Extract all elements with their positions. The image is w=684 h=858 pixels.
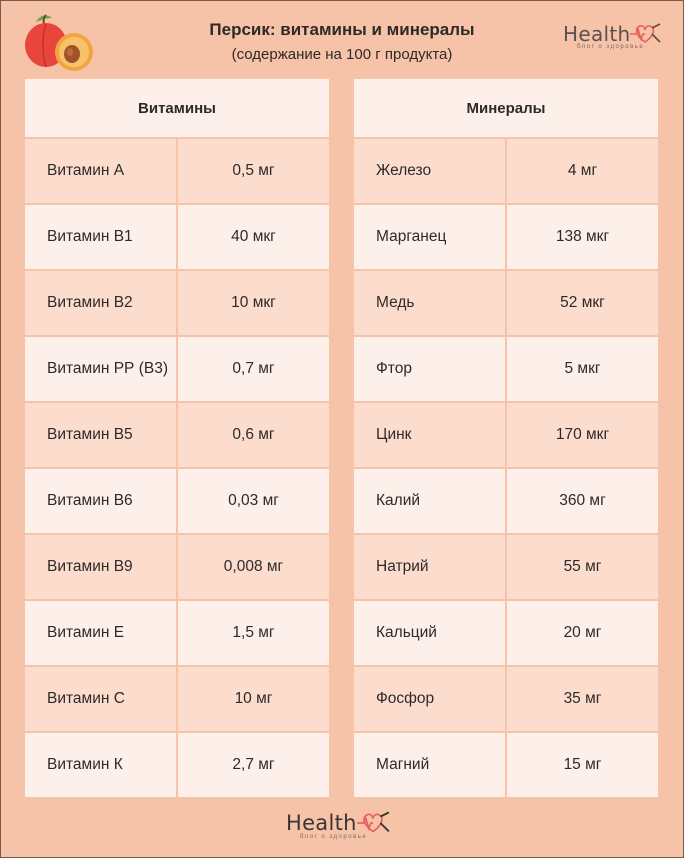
page-title: Персик: витамины и минералы xyxy=(209,20,475,39)
nutrient-name: Фтор xyxy=(354,336,506,402)
nutrient-name: Марганец xyxy=(354,204,506,270)
nutrient-name: Витамин РР (В3) xyxy=(25,336,177,402)
vitamins-header: Витамины xyxy=(25,79,329,138)
nutrient-value: 40 мкг xyxy=(177,204,329,270)
nutrient-value: 0,6 мг xyxy=(177,402,329,468)
table-row xyxy=(25,270,329,336)
nutrient-value: 170 мкг xyxy=(506,402,658,468)
table-row xyxy=(354,204,658,270)
nutrient-value: 0,03 мг xyxy=(177,468,329,534)
nutrient-value: 4 мг xyxy=(506,138,658,204)
table-row xyxy=(354,534,658,600)
footer-brand-tagline: блог о здоровье xyxy=(300,834,368,840)
nutrient-value: 52 мкг xyxy=(506,270,658,336)
nutrient-value: 5 мкг xyxy=(506,336,658,402)
nutrient-name: Кальций xyxy=(354,600,506,666)
table-row xyxy=(354,600,658,666)
nutrient-value: 1,5 мг xyxy=(177,600,329,666)
nutrient-name: Витамин С xyxy=(25,666,177,732)
nutrient-name: Цинк xyxy=(354,402,506,468)
nutrient-value: 55 мг xyxy=(506,534,658,600)
footer-brand-name: Health xyxy=(286,811,357,835)
brand-name: Health xyxy=(563,22,631,46)
table-row xyxy=(25,204,329,270)
table-row xyxy=(25,534,329,600)
table-row xyxy=(25,336,329,402)
nutrient-name: Витамин В6 xyxy=(25,468,177,534)
footer-brand-logo xyxy=(286,810,391,840)
nutrient-name: Фосфор xyxy=(354,666,506,732)
nutrient-value: 20 мг xyxy=(506,600,658,666)
nutrient-value: 0,5 мг xyxy=(177,138,329,204)
nutrient-name: Магний xyxy=(354,732,506,798)
footer-heart-pulse-icon xyxy=(355,810,391,836)
brand-tagline: блог о здоровье xyxy=(577,44,645,50)
table-row xyxy=(25,600,329,666)
minerals-header: Минералы xyxy=(354,79,658,138)
nutrient-value: 15 мг xyxy=(506,732,658,798)
nutrient-value: 138 мкг xyxy=(506,204,658,270)
table-row xyxy=(354,666,658,732)
nutrient-value: 2,7 мг xyxy=(177,732,329,798)
table-row xyxy=(25,138,329,204)
nutrient-name: Витамин В9 xyxy=(25,534,177,600)
nutrient-name: Витамин К xyxy=(25,732,177,798)
nutrient-name: Витамин В2 xyxy=(25,270,177,336)
table-row xyxy=(25,402,329,468)
minerals-rows xyxy=(354,138,658,798)
table-row xyxy=(25,468,329,534)
nutrient-value: 10 мг xyxy=(177,666,329,732)
table-row xyxy=(354,270,658,336)
nutrient-value: 0,008 мг xyxy=(177,534,329,600)
nutrient-value: 10 мкг xyxy=(177,270,329,336)
table-row xyxy=(25,732,329,798)
vitamins-table xyxy=(25,79,329,799)
nutrient-name: Витамин В5 xyxy=(25,402,177,468)
table-row xyxy=(354,732,658,798)
page-subtitle: (содержание на 100 г продукта) xyxy=(231,46,453,63)
vitamins-rows xyxy=(25,138,329,798)
heart-pulse-icon xyxy=(628,22,662,46)
nutrient-name: Медь xyxy=(354,270,506,336)
nutrient-name: Калий xyxy=(354,468,506,534)
minerals-table xyxy=(354,79,658,799)
nutrient-name: Витамин А xyxy=(25,138,177,204)
table-row xyxy=(354,336,658,402)
nutrient-name: Витамин В1 xyxy=(25,204,177,270)
nutrient-value: 35 мг xyxy=(506,666,658,732)
table-row xyxy=(354,468,658,534)
table-row xyxy=(25,666,329,732)
nutrient-value: 360 мг xyxy=(506,468,658,534)
brand-logo xyxy=(563,22,662,50)
nutrient-value: 0,7 мг xyxy=(177,336,329,402)
nutrient-name: Железо xyxy=(354,138,506,204)
nutrient-name: Витамин Е xyxy=(25,600,177,666)
table-row xyxy=(354,402,658,468)
table-row xyxy=(354,138,658,204)
nutrient-name: Натрий xyxy=(354,534,506,600)
